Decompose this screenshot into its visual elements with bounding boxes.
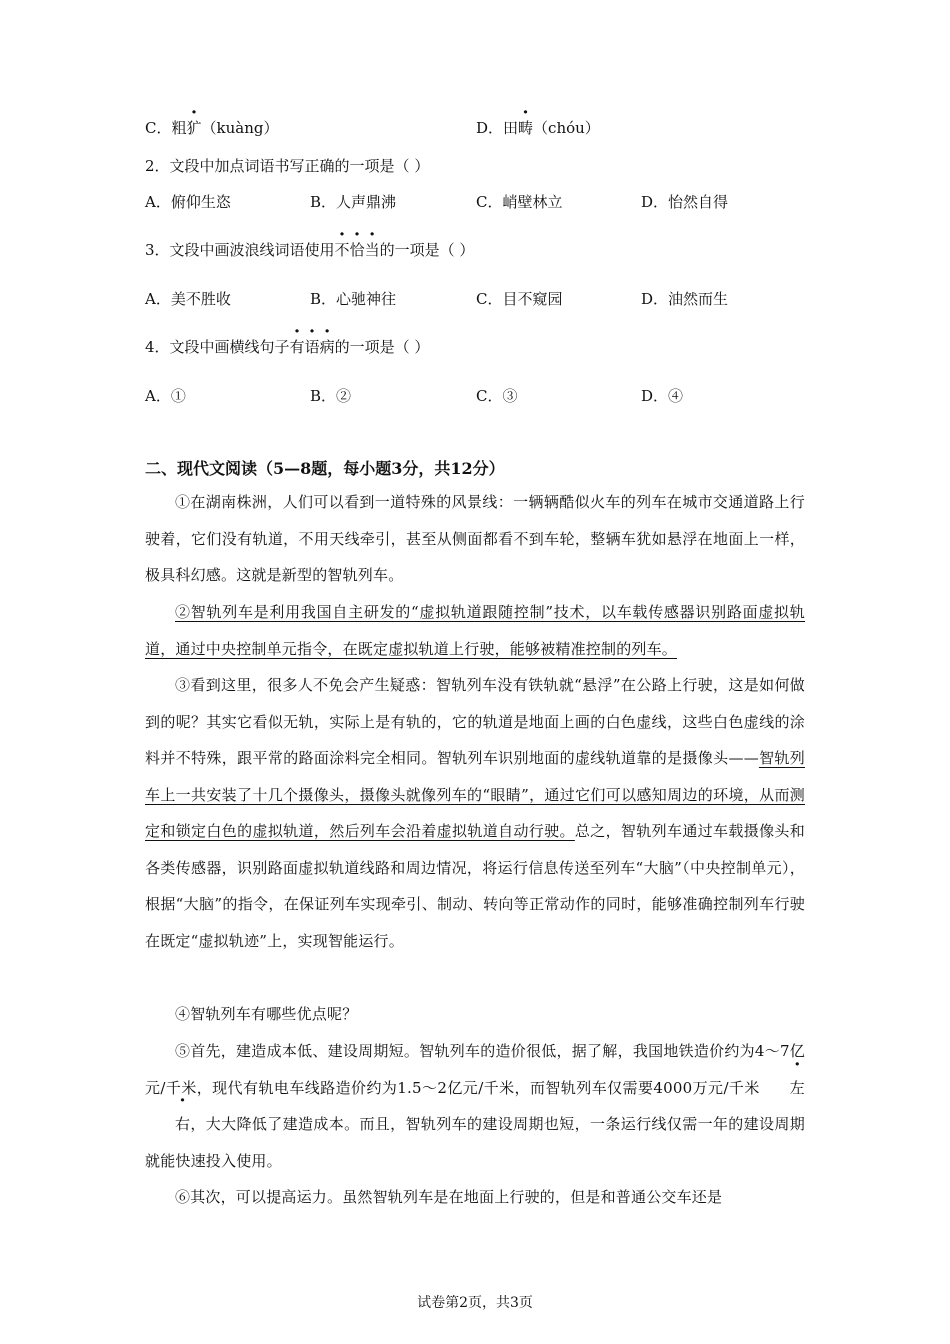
q2-option-a: A．俯仰生恣 <box>145 193 231 211</box>
section-title: 二、现代文阅读（5—8题，每小题3分，共12分） <box>145 459 505 478</box>
q3-stem-pre: 3．文段中画波浪线词语使用 <box>145 241 335 259</box>
q3-dotted-char: 当 <box>364 241 380 259</box>
paragraph-3-summary: 总之，智轨列车通过车载摄像头和各类传感器，识别路面虚拟轨道线路和周边情况，将运行信息传送至列车“大脑”（中央控制单元），根据“大脑”的指令，在保证列车实现牵引、制动、转向等正常动作的同时，能够准确控制列车行驶在既定“虚拟轨迹”上，实现智能运行。 <box>145 822 805 950</box>
q4-option-d: D．④ <box>641 387 684 405</box>
q3-stem <box>145 240 474 260</box>
underlined-sentence-3: 智轨列车上一共安装了十几个摄像头，摄像头就像列车的“眼睛”，通过它们可以感知周边的环境，从而测定和锁定白色的虚拟轨道，然后列车会沿着虚拟轨道自动行驶。 <box>145 749 805 840</box>
passage-paragraph-5 <box>145 1033 805 1179</box>
q4-dotted-char: 有 <box>289 338 305 356</box>
q1-option-d-prefix: D．田 <box>476 119 519 137</box>
q1-option-d <box>476 118 600 138</box>
paragraph-5-part-a: ⑤首先，建造成本低、建设周期短。智轨列车的造价很低，据了解，我国地铁造价约为4～7亿元/千米，现代有轨电车线路造价约为1.5～2亿元/千米，而智轨列车仅需要4000万元/千米 <box>145 1042 805 1097</box>
q3-option-b: B．心驰神往 <box>310 290 397 308</box>
passage-paragraph-1: ①在湖南株洲，人们可以看到一道特殊的风景线：一辆辆酷似火车的列车在城市交通道路上行驶着，它们没有轨道，不用天线牵引，甚至从侧面都看不到车轮，整辆车犹如悬浮在地面上一样，极具科幻感。这就是新型的智轨列车。 <box>145 493 805 584</box>
passage-paragraph-3 <box>145 667 805 959</box>
q3-option-d: D．油然而生 <box>641 290 729 308</box>
page-footer: 试卷第2页，共3页 <box>417 1295 533 1311</box>
underlined-sentence-2: ②智轨列车是利用我国自主研发的“虚拟轨道跟随控制”技术，以车载传感器识别路面虚拟轨道，通过中央控制单元指令，在既定虚拟轨道上行驶，能够被精准控制的列车。 <box>145 603 805 658</box>
q1-option-d-dotted-char: 畴 <box>518 119 534 137</box>
q3-dotted-char: 恰 <box>349 241 365 259</box>
q3-stem-post: 的一项是（ ） <box>379 241 475 259</box>
q3-dotted-char: 不 <box>334 241 350 259</box>
q2-option-c: C．峭壁林立 <box>476 193 563 211</box>
q1-option-c-pinyin: （kuàng） <box>201 119 279 137</box>
q4-option-c: C．③ <box>476 387 518 405</box>
paragraph-5-dotted-char: 左 <box>789 1078 805 1097</box>
q3-option-c: C．目不窥园 <box>476 290 563 308</box>
q2-option-d: D．怡然自得 <box>641 193 729 211</box>
q4-stem-post: 的一项是（ ） <box>334 338 430 356</box>
paragraph-5-dotted-char: 右 <box>175 1115 191 1133</box>
paragraph-3-intro: ③看到这里，很多人不免会产生疑惑：智轨列车没有铁轨就“悬浮”在公路上行驶，这是如何做到的呢？其实它看似无轨，实际上是有轨的，它的轨道是地面上画的白色虚线，这些白色虚线的涂料并不特殊，跟平常的路面涂料完全相同。智轨列车识别地面的虚线轨道靠的是摄像头—— <box>145 676 805 767</box>
q4-stem <box>145 337 429 357</box>
passage-paragraph-4: ④智轨列车有哪些优点呢？ <box>175 1005 358 1023</box>
q4-stem-pre: 4．文段中画横线句子 <box>145 338 290 356</box>
q4-dotted-char: 语 <box>304 338 320 356</box>
passage-paragraph-2 <box>145 594 805 667</box>
q1-option-c-dotted-char: 犷 <box>186 119 202 137</box>
q4-dotted-char: 病 <box>319 338 335 356</box>
q1-option-c <box>145 118 278 138</box>
q1-option-d-pinyin: （chóu） <box>533 119 600 137</box>
q4-option-a: A．① <box>145 387 186 405</box>
q2-option-b: B．人声鼎沸 <box>310 193 397 211</box>
passage-paragraph-6: ⑥其次，可以提高运力。虽然智轨列车是在地面上行驶的，但是和普通公交车还是 <box>175 1188 723 1206</box>
q4-option-b: B．② <box>310 387 352 405</box>
q1-option-c-prefix: C．粗 <box>145 119 187 137</box>
paragraph-5-part-b: ，大大降低了建造成本。而且，智轨列车的建设周期也短，一条运行线仅需一年的建设周期就能快速投入使用。 <box>145 1115 805 1170</box>
q2-stem: 2．文段中加点词语书写正确的一项是（ ） <box>145 157 430 175</box>
q3-option-a: A．美不胜收 <box>145 290 231 308</box>
